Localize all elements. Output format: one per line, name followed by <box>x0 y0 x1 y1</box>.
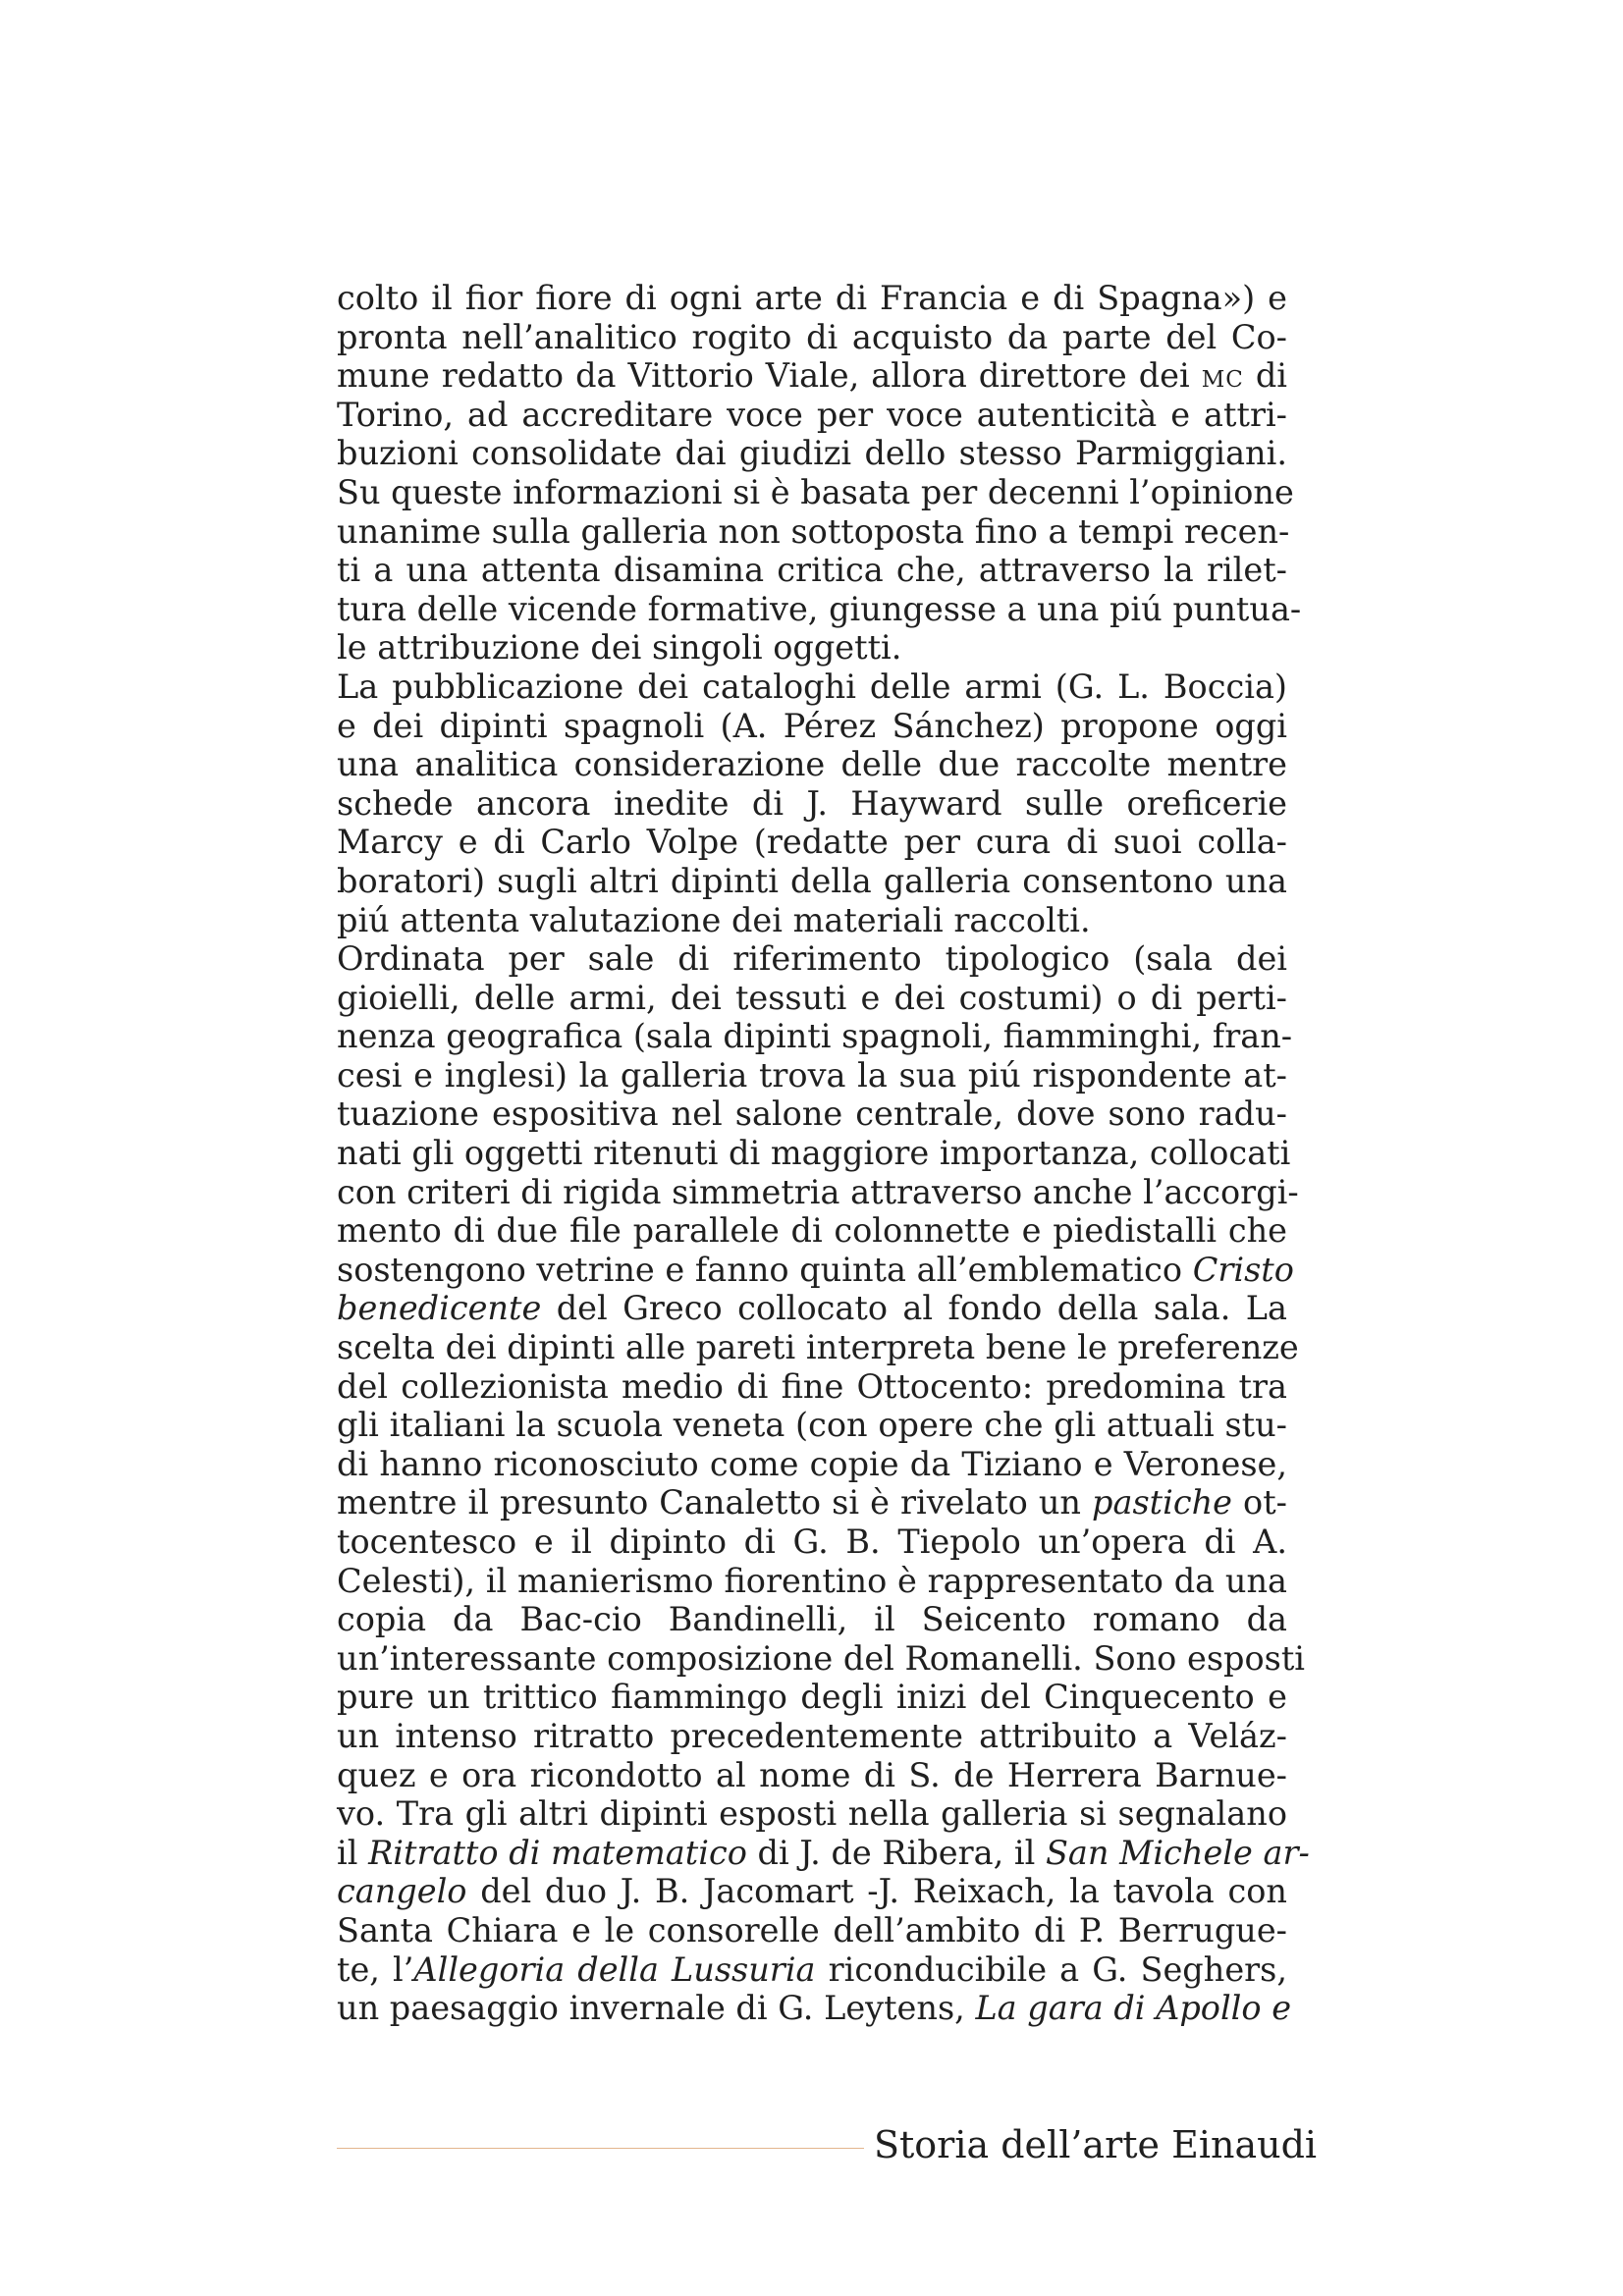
text-line: pronta nell’analitico rogito di acquisto da parte del Co- <box>337 317 1287 356</box>
italic-text: Allegoria della Lussuria <box>413 1949 816 1989</box>
text-line: gli italiani la scuola veneta (con opere che gli attuali stu- <box>337 1406 1287 1445</box>
text-line: colto il fior fiore di ogni arte di Francia e di Spagna») e <box>337 279 1287 317</box>
text-line: Ordinata per sale di riferimento tipologico (sala dei <box>337 939 1287 979</box>
text-line: tocentesco e il dipinto di G. B. Tiepolo un’opera di A. <box>337 1522 1287 1561</box>
text-line: pure un trittico fiammingo degli inizi del Cinquecento e <box>337 1678 1287 1717</box>
text-line: scelta dei dipinti alle pareti interpreta bene le preferenze <box>337 1328 1299 1367</box>
text-line: Torino, ad accreditare voce per voce autenticità e attri- <box>337 395 1287 434</box>
text-line: un paesaggio invernale di G. Leytens, La gara di Apollo e <box>337 1989 1292 2028</box>
italic-text: cangelo <box>337 1872 467 1911</box>
text-line: Celesti), il manierismo fiorentino è rappresentato da una <box>337 1561 1287 1600</box>
italic-text: pastiche <box>1092 1483 1232 1522</box>
text-line: benedicente del Greco collocato al fondo della sala. La <box>337 1289 1287 1328</box>
text-line: vo. Tra gli altri dipinti esposti nella galleria si segnalano <box>337 1794 1287 1834</box>
text-line: un’interessante composizione del Romanelli. Sono esposti <box>337 1638 1305 1678</box>
text-line: cangelo del duo J. B. Jacomart -J. Reixach, la tavola con <box>337 1872 1287 1911</box>
text-line: di hanno riconosciuto come copie da Tiziano e Veronese, <box>337 1444 1287 1483</box>
text-line: buzioni consolidate dai giudizi dello stesso Parmiggiani. <box>337 434 1287 473</box>
text-line: del collezionista medio di fine Ottocento: predomina tra <box>337 1366 1287 1406</box>
text-line: mento di due file parallele di colonnette e piedistalli che <box>337 1211 1287 1251</box>
text-line: copia da Bac-cio Bandinelli, il Seicento romano da <box>337 1600 1287 1639</box>
italic-text: La gara di Apollo e <box>975 1989 1292 2028</box>
text-line: il Ritratto di matematico di J. de Ribera, il San Michele ar- <box>337 1833 1310 1872</box>
text-line: nati gli oggetti ritenuti di maggiore importanza, collocati <box>337 1134 1291 1173</box>
text-line: schede ancora inedite di J. Hayward sulle oreficerie <box>337 783 1287 823</box>
italic-text: San Michele ar- <box>1045 1833 1310 1872</box>
text-line: Marcy e di Carlo Volpe (redatte per cura di suoi colla- <box>337 823 1287 862</box>
italic-text: Ritratto di matematico <box>368 1833 747 1872</box>
text-line: Su queste informazioni si è basata per decenni l’opinione <box>337 472 1294 511</box>
text-line: te, l’Allegoria della Lussuria riconducibile a G. Seghers, <box>337 1949 1287 1989</box>
text-line: nenza geografica (sala dipinti spagnoli, fiamminghi, fran- <box>337 1017 1293 1056</box>
text-line: una analitica considerazione delle due raccolte mentre <box>337 745 1287 784</box>
text-line: ti a una attenta disamina critica che, attraverso la rilet- <box>337 551 1287 590</box>
body-text <box>337 279 1310 2028</box>
text-line: gioielli, delle armi, dei tessuti e dei costumi) o di perti- <box>337 978 1287 1017</box>
text-line: con criteri di rigida simmetria attraverso anche l’accorgi- <box>337 1172 1299 1211</box>
italic-text: benedicente <box>337 1289 542 1328</box>
text-line: tura delle vicende formative, giungesse a una piú puntua- <box>337 589 1302 628</box>
text-line: cesi e inglesi) la galleria trova la sua piú rispondente at- <box>337 1055 1287 1095</box>
text-line: unanime sulla galleria non sottoposta fino a tempi recen- <box>337 511 1290 551</box>
footer-title: Storia dell’arte Einaudi <box>874 2123 1318 2166</box>
text-line: un intenso ritratto precedentemente attribuito a Veláz- <box>337 1716 1287 1755</box>
text-line: boratori) sugli altri dipinti della galleria consentono una <box>337 861 1287 900</box>
text-line: quez e ora ricondotto al nome di S. de Herrera Barnue- <box>337 1755 1287 1794</box>
small-caps-text: mc <box>1201 356 1244 396</box>
text-line: sostengono vetrine e fanno quinta all’emblematico Cristo <box>337 1250 1294 1289</box>
text-line: Santa Chiara e le consorelle dell’ambito di P. Berrugue- <box>337 1910 1287 1949</box>
text-line: mentre il presunto Canaletto si è rivelato un pastiche ot- <box>337 1483 1287 1522</box>
text-line: mune redatto da Vittorio Viale, allora direttore dei mc di <box>337 356 1288 396</box>
text-line: le attribuzione dei singoli oggetti. <box>337 628 902 667</box>
text-line: e dei dipinti spagnoli (A. Pérez Sánchez) propone oggi <box>337 706 1287 745</box>
italic-text: Cristo <box>1192 1250 1294 1289</box>
text-line: piú attenta valutazione dei materiali raccolti. <box>337 900 1091 939</box>
text-line: La pubblicazione dei cataloghi delle armi (G. L. Boccia) <box>337 667 1287 706</box>
footer-rule <box>337 2148 864 2149</box>
text-line: tuazione espositiva nel salone centrale, dove sono radu- <box>337 1095 1287 1134</box>
